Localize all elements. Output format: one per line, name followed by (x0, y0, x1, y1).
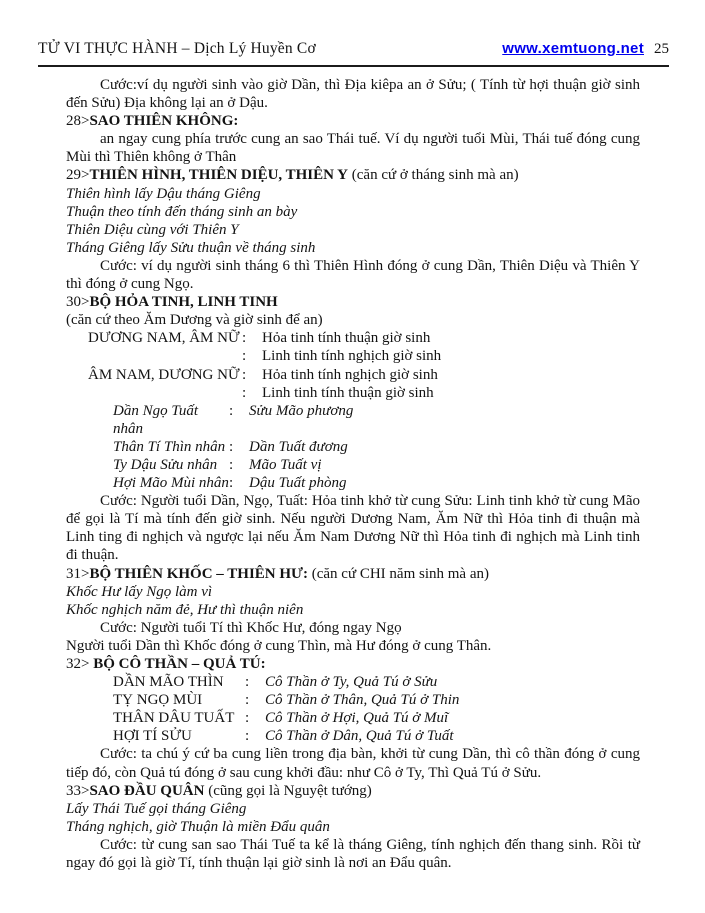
section-heading (66, 782, 640, 800)
section-note: (căn cứ ở tháng sinh mà an) (348, 167, 519, 184)
row-colon: : (229, 475, 234, 492)
row-colon: : (229, 438, 234, 455)
table-row (66, 474, 640, 492)
row-label: ÂM NAM, DƯƠNG NỮ (88, 366, 240, 383)
table-row (66, 329, 640, 347)
table-row (66, 727, 640, 745)
section-number: 33> (66, 782, 90, 799)
section-heading (66, 166, 640, 184)
table-row (66, 709, 640, 727)
row-label: Ty Dậu Sửu nhân (113, 456, 218, 473)
table-row (66, 347, 640, 365)
row-value: Linh tinh tính nghịch giờ sinh (262, 348, 442, 365)
text-line: Người tuổi Dần thì Khốc đóng ở cung Thìn, mà Hư đóng ở cung Thân. (66, 637, 492, 654)
table-row (66, 366, 640, 384)
row-colon: : (242, 348, 247, 365)
table-row (66, 691, 640, 709)
section-heading (66, 112, 640, 130)
row-label: DƯƠNG NAM, ÂM NỮ (88, 330, 240, 347)
paragraph: Cước:ví dụ người sinh vào giờ Dần, thì Địa kiêpa an ở Sửu; ( Tính từ hợi thuận giờ sinh đến Sửu) Địa không lại an ở Dậu. (66, 77, 640, 112)
row-value: Dần Tuất đương (249, 438, 348, 455)
row-value: Dậu Tuất phòng (249, 475, 347, 492)
verse-line: Lấy Thái Tuế gọi tháng Giêng (66, 800, 247, 817)
row-value: Hỏa tinh tính thuận giờ sinh (262, 330, 431, 347)
text-line: (căn cứ theo Ăm Dương và giờ sinh để an) (66, 312, 323, 329)
verse-line: Tháng Giêng lấy Sửu thuận về tháng sinh (66, 239, 316, 256)
row-label: HỢI TÍ SỬU (113, 728, 192, 745)
verse-line: Thiên Diệu cùng với Thiên Y (66, 221, 239, 238)
section-number: 32> (66, 656, 94, 672)
section-number: 30> (66, 294, 90, 311)
table-row (66, 438, 640, 456)
paragraph: Cước: ví dụ người sinh tháng 6 thì Thiên Hình đóng ở cung Dần, Thiên Diệu và Thiên Y thì đóng ở cung Ngọ. (66, 257, 640, 293)
row-colon: : (245, 728, 250, 745)
section-note: (căn cứ CHI năm sinh mà an) (307, 565, 489, 582)
row-label: THÂN DÂU TUẤT (113, 710, 235, 727)
section-title: SAO THIÊN KHÔNG: (89, 113, 239, 130)
section-title: BỘ CÔ THẦN – QUẢ TÚ: (93, 656, 266, 672)
section-number: 28> (66, 113, 90, 130)
table-row (66, 456, 640, 474)
section-heading (66, 565, 640, 583)
row-colon: : (242, 366, 247, 383)
section-note: (cũng gọi là Nguyệt tướng) (204, 782, 372, 799)
book-title: TỬ VI THỰC HÀNH – Dịch Lý Huyền Cơ (38, 40, 316, 57)
verse-line: Tháng nghịch, giờ Thuận là miền Đẩu quân (66, 818, 330, 835)
row-colon: : (242, 330, 247, 347)
page-number: 25 (654, 41, 669, 57)
row-label: Dần Ngọ Tuất nhân (113, 402, 199, 437)
row-colon: : (245, 674, 250, 691)
row-value: Mão Tuất vị (249, 456, 322, 473)
row-value: Sửu Mão phương (249, 402, 354, 419)
section-title: BỘ HỎA TINH, LINH TINH (89, 294, 278, 311)
row-value: Hỏa tinh tính nghịch giờ sinh (262, 366, 438, 383)
row-label (88, 347, 242, 365)
verse-line: Thiên hình lấy Dậu tháng Giêng (66, 185, 261, 202)
verse-line: Khốc Hư lấy Ngọ làm vì (66, 583, 213, 600)
row-value: Linh tinh tính thuận giờ sinh (262, 384, 434, 401)
row-label: Thân Tí Thìn nhân (113, 438, 226, 455)
row-value: Cô Thần ở Ty, Quả Tú ở Sửu (265, 674, 438, 691)
document-body (0, 67, 705, 872)
section-heading (66, 655, 640, 673)
section-heading (66, 293, 640, 311)
page-header (0, 0, 705, 58)
row-label (88, 384, 242, 402)
website-link[interactable]: www.xemtuong.net (502, 40, 644, 57)
table-row (66, 384, 640, 402)
paragraph: Cước: Người tuổi Tí thì Khốc Hư, đóng ngay Ngọ (100, 619, 402, 636)
verse-line: Thuận theo tính đến tháng sinh an bày (66, 203, 298, 220)
section-title: SAO ĐẦU QUÂN (89, 782, 205, 799)
row-colon: : (242, 384, 247, 401)
paragraph: an ngay cung phía trước cung an sao Thái tuế. Ví dụ người tuổi Mùi, Thái tuế đóng cung Mùi thì Thiên không ở Thân (66, 131, 640, 166)
row-colon: : (245, 692, 250, 709)
row-colon: : (245, 710, 250, 727)
paragraph: Cước: Người tuổi Dần, Ngọ, Tuất: Hỏa tinh khở từ cung Sửu: Linh tinh khở từ cung Mão để gọi là Tí mà tính đến giờ sinh. Nếu người Dương Nam, Ăm Nữ thì Hỏa tinh đi thuận mà Linh ting đi nghịch và ngược lại nếu Ăm Nam Dương Nữ thì Hỏa tinh đi nghịch mà Linh tinh đi thuận. (66, 493, 640, 564)
row-label: Hợi Mão Mùi nhân (113, 475, 229, 492)
table-row (66, 673, 640, 691)
row-value: Cô Thần ở Hợi, Quả Tú ở Muĩ (265, 710, 449, 727)
section-title: BỘ THIÊN KHỐC – THIÊN HƯ: (89, 565, 308, 582)
table-row (66, 402, 640, 438)
section-number: 29> (66, 167, 90, 184)
row-colon: : (229, 456, 234, 473)
paragraph: Cước: từ cung san sao Thái Tuế ta kể là tháng Giêng, tính nghịch đến thang sinh. Rồi từ ngay đó gọi là giờ Tí, tính thuận lại giờ sinh là nơi an Đẩu quân. (66, 836, 640, 872)
row-label: DẦN MÃO THÌN (113, 674, 224, 691)
section-title: THIÊN HÌNH, THIÊN DIỆU, THIÊN Y (89, 167, 349, 184)
verse-line: Khốc nghịch năm đẻ, Hư thì thuận niên (66, 601, 304, 618)
row-value: Cô Thần ở Thân, Quả Tú ở Thin (265, 692, 460, 709)
row-colon: : (229, 402, 234, 419)
row-value: Cô Thần ở Dân, Quả Tú ở Tuất (265, 728, 454, 745)
header-right (502, 40, 669, 58)
row-label: TỴ NGỌ MÙI (113, 692, 203, 709)
paragraph: Cước: ta chú ý cứ ba cung liền trong địa bàn, khởi từ cung Dần, thì cô thần đóng ở cung tiếp đó, còn Quả tú đóng ở sau cung khởi đầu: như Cô ở Ty, Thì Quả Tú ở Sửu. (66, 746, 640, 781)
section-number: 31> (66, 565, 90, 582)
